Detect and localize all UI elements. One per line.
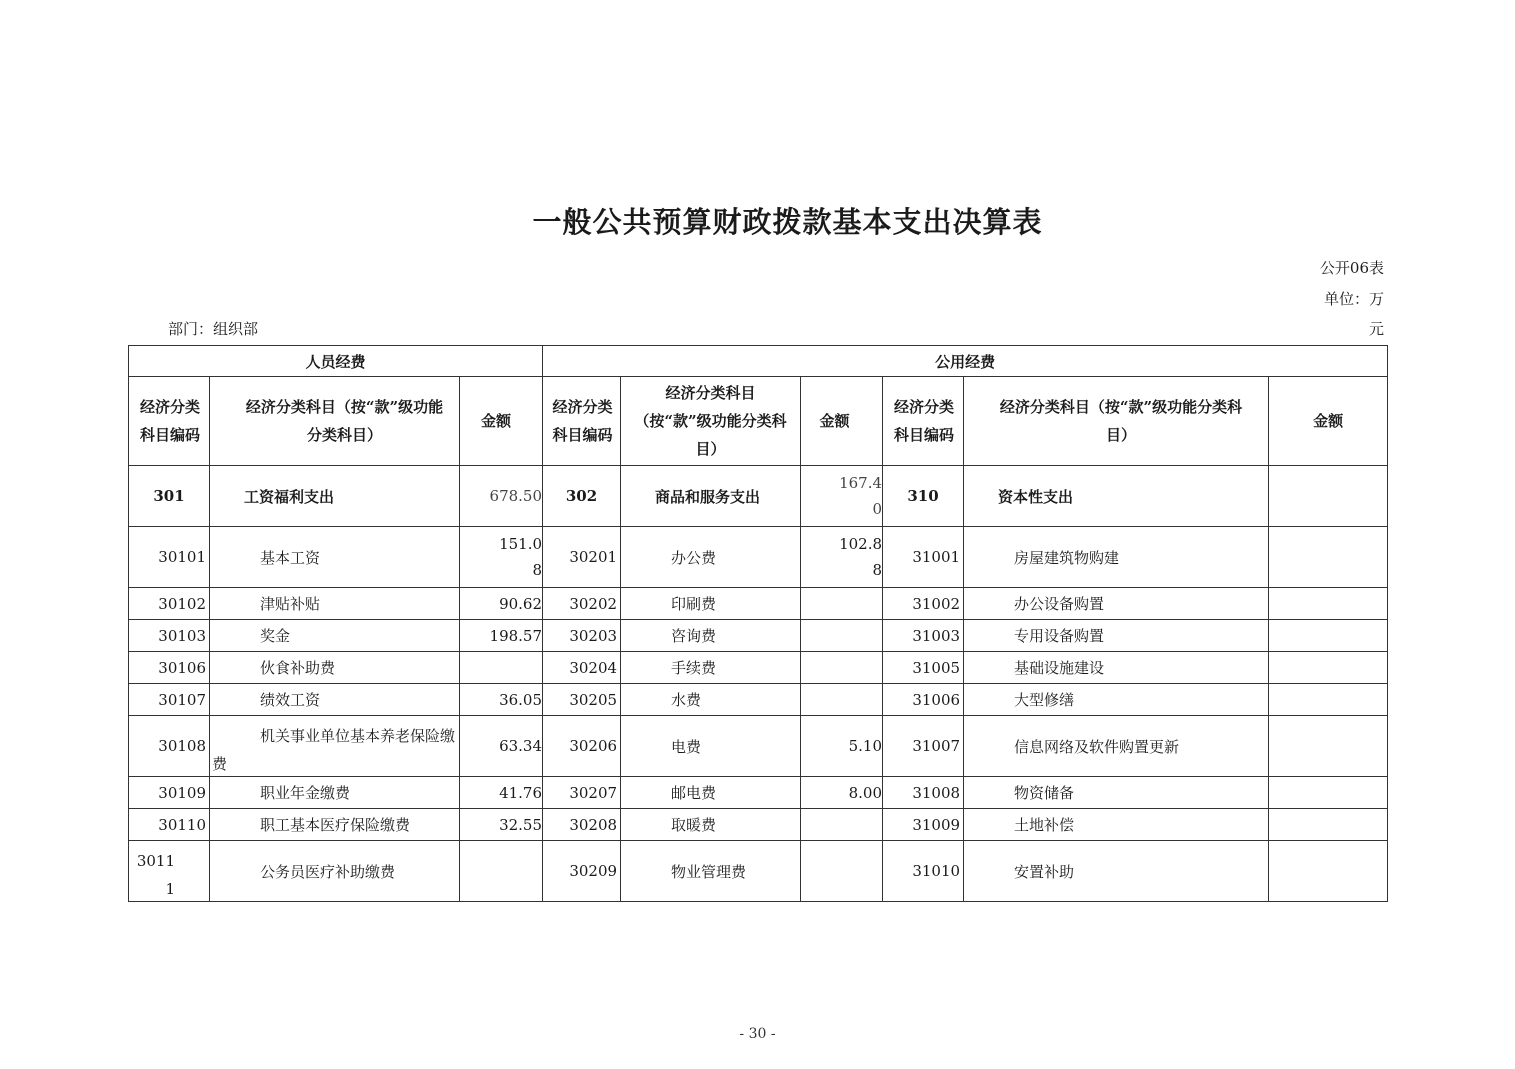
unit-label: 单位：万 <box>1323 290 1384 308</box>
amount-cell: 41.76 <box>460 777 543 809</box>
header-amount: 金额 <box>801 377 883 466</box>
subject-cell: 伙食补助费 <box>210 652 460 684</box>
header-code: 经济分类科目编码 <box>543 377 621 466</box>
amount-cell <box>1269 716 1388 777</box>
page-number: - 30 - <box>739 1026 776 1042</box>
subject-cell: 津贴补贴 <box>210 588 460 620</box>
amount-cell <box>1269 652 1388 684</box>
code-cell: 31003 <box>883 620 964 652</box>
amount-cell <box>801 652 883 684</box>
header-subject: 经济分类科目（按“款”级功能分类科目） <box>964 377 1269 466</box>
code-cell: 310 <box>883 466 964 527</box>
code-cell: 30203 <box>543 620 621 652</box>
code-cell: 30201 <box>543 527 621 588</box>
code-cell: 30111 <box>129 841 210 902</box>
form-code: 公开06表 <box>1319 259 1384 277</box>
subject-cell: 公务员医疗补助缴费 <box>210 841 460 902</box>
subject-cell: 印刷费 <box>621 588 801 620</box>
amount-cell <box>1269 809 1388 841</box>
amount-cell <box>801 588 883 620</box>
amount-cell: 63.34 <box>460 716 543 777</box>
subject-cell: 房屋建筑物购建 <box>964 527 1269 588</box>
subject-cell: 物资储备 <box>964 777 1269 809</box>
subject-cell: 手续费 <box>621 652 801 684</box>
code-cell: 30208 <box>543 809 621 841</box>
subject-cell: 绩效工资 <box>210 684 460 716</box>
subject-cell: 水费 <box>621 684 801 716</box>
amount-cell <box>801 620 883 652</box>
amount-cell <box>1269 841 1388 902</box>
amount-cell: 32.55 <box>460 809 543 841</box>
code-cell: 30202 <box>543 588 621 620</box>
budget-table <box>128 345 1388 902</box>
subject-cell: 取暖费 <box>621 809 801 841</box>
code-cell: 30204 <box>543 652 621 684</box>
subject-cell: 电费 <box>621 716 801 777</box>
code-cell: 30205 <box>543 684 621 716</box>
section-personnel: 人员经费 <box>129 346 543 377</box>
amount-cell <box>460 841 543 902</box>
code-cell: 30101 <box>129 527 210 588</box>
amount-cell: 678.50 <box>460 466 543 527</box>
code-cell: 30110 <box>129 809 210 841</box>
subject-cell: 基本工资 <box>210 527 460 588</box>
subject-cell: 奖金 <box>210 620 460 652</box>
amount-cell <box>1269 777 1388 809</box>
subject-cell: 工资福利支出 <box>210 466 460 527</box>
code-cell: 30109 <box>129 777 210 809</box>
header-code: 经济分类科目编码 <box>883 377 964 466</box>
amount-cell <box>801 809 883 841</box>
subject-cell: 物业管理费 <box>621 841 801 902</box>
amount-cell <box>1269 588 1388 620</box>
header-amount: 金额 <box>460 377 543 466</box>
amount-cell <box>1269 620 1388 652</box>
amount-cell: 8.00 <box>801 777 883 809</box>
code-cell: 31005 <box>883 652 964 684</box>
page-title: 一般公共预算财政拨款基本支出决算表 <box>532 205 1043 239</box>
subject-cell: 商品和服务支出 <box>621 466 801 527</box>
code-cell: 30206 <box>543 716 621 777</box>
subject-cell: 咨询费 <box>621 620 801 652</box>
code-cell: 301 <box>129 466 210 527</box>
amount-cell <box>801 684 883 716</box>
code-cell: 30207 <box>543 777 621 809</box>
amount-cell: 167.40 <box>801 466 883 527</box>
code-cell: 31010 <box>883 841 964 902</box>
code-cell: 30209 <box>543 841 621 902</box>
section-public: 公用经费 <box>543 346 1388 377</box>
subject-cell: 资本性支出 <box>964 466 1269 527</box>
department-label: 部门：组织部 <box>168 320 259 338</box>
header-subject: 经济分类科目（按“款”级功能分类科目） <box>621 377 801 466</box>
subject-cell: 安置补助 <box>964 841 1269 902</box>
unit-label-continued: 元 <box>1368 320 1384 338</box>
subject-cell: 土地补偿 <box>964 809 1269 841</box>
code-cell: 31008 <box>883 777 964 809</box>
code-cell: 31001 <box>883 527 964 588</box>
code-cell: 31007 <box>883 716 964 777</box>
amount-cell <box>801 841 883 902</box>
header-subject: 经济分类科目（按“款”级功能分类科目） <box>210 377 460 466</box>
subject-cell: 邮电费 <box>621 777 801 809</box>
subject-cell: 大型修缮 <box>964 684 1269 716</box>
code-cell: 31002 <box>883 588 964 620</box>
amount-cell: 102.88 <box>801 527 883 588</box>
header-code: 经济分类科目编码 <box>129 377 210 466</box>
amount-cell <box>1269 466 1388 527</box>
subject-cell: 职业年金缴费 <box>210 777 460 809</box>
amount-cell: 36.05 <box>460 684 543 716</box>
amount-cell: 151.08 <box>460 527 543 588</box>
subject-cell: 基础设施建设 <box>964 652 1269 684</box>
amount-cell <box>1269 684 1388 716</box>
subject-cell: 办公设备购置 <box>964 588 1269 620</box>
header-amount: 金额 <box>1269 377 1388 466</box>
subject-cell: 机关事业单位基本养老保险缴费 <box>210 716 460 777</box>
code-cell: 302 <box>543 466 621 527</box>
amount-cell: 5.10 <box>801 716 883 777</box>
code-cell: 30107 <box>129 684 210 716</box>
code-cell: 30108 <box>129 716 210 777</box>
amount-cell: 198.57 <box>460 620 543 652</box>
amount-cell <box>460 652 543 684</box>
subject-cell: 信息网络及软件购置更新 <box>964 716 1269 777</box>
subject-cell: 职工基本医疗保险缴费 <box>210 809 460 841</box>
amount-cell: 90.62 <box>460 588 543 620</box>
code-cell: 31006 <box>883 684 964 716</box>
code-cell: 30106 <box>129 652 210 684</box>
subject-cell: 专用设备购置 <box>964 620 1269 652</box>
code-cell: 30103 <box>129 620 210 652</box>
code-cell: 31009 <box>883 809 964 841</box>
subject-cell: 办公费 <box>621 527 801 588</box>
amount-cell <box>1269 527 1388 588</box>
code-cell: 30102 <box>129 588 210 620</box>
